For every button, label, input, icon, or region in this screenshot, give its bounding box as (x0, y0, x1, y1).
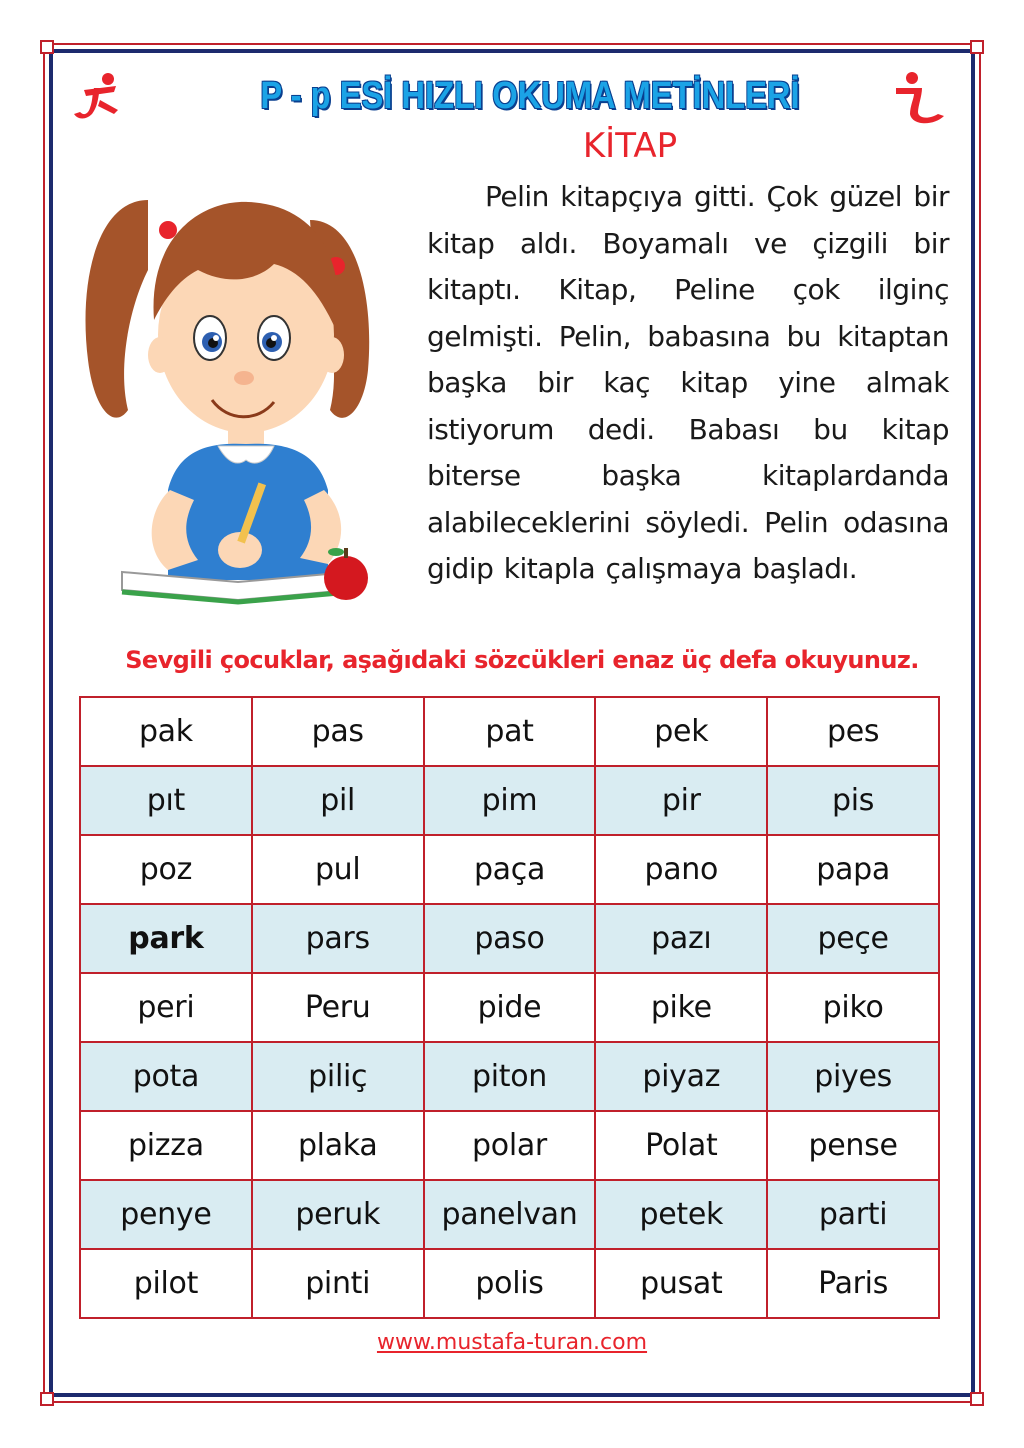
word-cell: pil (252, 766, 424, 835)
word-cell: pis (767, 766, 939, 835)
word-cell: pek (595, 697, 767, 766)
word-cell: penye (80, 1180, 252, 1249)
story-paragraph: Pelin kitapçıya gitti. Çok güzel bir kitap aldı. Boyamalı ve çizgili bir kitaptı. Kitap, Peline çok ilginç gelmişti. Pelin, babasına bu kitaptan başka bir kaç kitap yine almak istiyorum dedi. Babası bu kitap biterse başka kitaplardanda alabileceklerini söyledi. Pelin odasına gidip kitapla çalışmaya başladı. (427, 180, 949, 585)
word-cell: piko (767, 973, 939, 1042)
word-cell: pinti (252, 1249, 424, 1318)
word-cell: piton (424, 1042, 596, 1111)
word-cell: pazı (595, 904, 767, 973)
word-cell: pike (595, 973, 767, 1042)
word-cell: pizza (80, 1111, 252, 1180)
word-cell: pense (767, 1111, 939, 1180)
table-row (80, 1180, 939, 1249)
word-cell: plaka (252, 1111, 424, 1180)
word-cell: pano (595, 835, 767, 904)
corner-ornament (40, 1392, 54, 1406)
word-cell: peruk (252, 1180, 424, 1249)
word-cell: piyaz (595, 1042, 767, 1111)
logo-icon (70, 70, 130, 126)
story-title: KİTAP (582, 126, 678, 166)
table-row (80, 1111, 939, 1180)
word-cell: petek (595, 1180, 767, 1249)
word-cell: pes (767, 697, 939, 766)
word-cell: pul (252, 835, 424, 904)
page-title: P - p ESİ HIZLI OKUMA METİNLERİ (260, 75, 800, 117)
word-cell: pas (252, 697, 424, 766)
table-row (80, 904, 939, 973)
word-cell: parti (767, 1180, 939, 1249)
table-row (80, 1249, 939, 1318)
word-cell: Polat (595, 1111, 767, 1180)
word-cell: papa (767, 835, 939, 904)
word-cell: Peru (252, 973, 424, 1042)
word-cell: pıt (80, 766, 252, 835)
corner-ornament (970, 40, 984, 54)
word-cell: poz (80, 835, 252, 904)
word-cell: peri (80, 973, 252, 1042)
word-cell: pak (80, 697, 252, 766)
table-row (80, 766, 939, 835)
website-link[interactable]: www.mustafa-turan.com (376, 1330, 648, 1355)
word-cell: polis (424, 1249, 596, 1318)
corner-ornament (40, 40, 54, 54)
word-cell: panelvan (424, 1180, 596, 1249)
logo-icon (888, 70, 948, 126)
table-row (80, 973, 939, 1042)
word-cell: peçe (767, 904, 939, 973)
table-row (80, 1042, 939, 1111)
word-cell: pide (424, 973, 596, 1042)
word-cell: pim (424, 766, 596, 835)
word-cell: Paris (767, 1249, 939, 1318)
word-cell: paça (424, 835, 596, 904)
word-cell: polar (424, 1111, 596, 1180)
word-table (79, 696, 940, 1319)
word-cell: pota (80, 1042, 252, 1111)
table-row (80, 835, 939, 904)
reading-instruction: Sevgili çocuklar, aşağıdaki sözcükleri enaz üç defa okuyunuz. (125, 646, 919, 674)
word-cell: piliç (252, 1042, 424, 1111)
word-cell: piyes (767, 1042, 939, 1111)
word-cell: pir (595, 766, 767, 835)
word-cell: pat (424, 697, 596, 766)
girl-writing-illustration (78, 160, 378, 610)
word-cell: paso (424, 904, 596, 973)
word-cell: pars (252, 904, 424, 973)
table-row (80, 697, 939, 766)
corner-ornament (970, 1392, 984, 1406)
word-cell: pilot (80, 1249, 252, 1318)
word-cell: park (80, 904, 252, 973)
word-cell: pusat (595, 1249, 767, 1318)
